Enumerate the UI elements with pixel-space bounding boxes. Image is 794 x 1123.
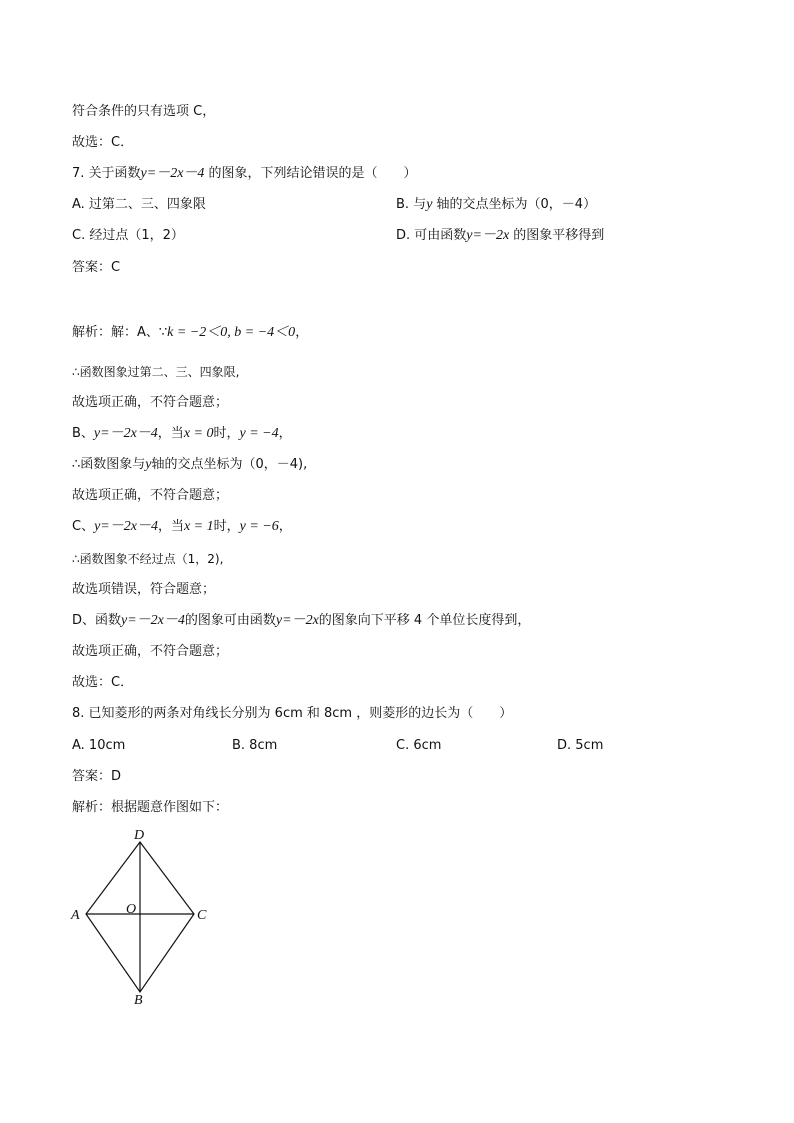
q7-function: y=－2x－4 (140, 166, 205, 181)
s3-suffix: 轴的交点坐标为（0，－4), (151, 457, 308, 472)
solution-b-mid: ，当 (157, 426, 184, 441)
q7-option-d-prefix: D. 可由函数 (396, 228, 467, 243)
q7-option-b-prefix: B. 与 (396, 197, 427, 212)
solution-b (72, 424, 292, 444)
solution-d-suffix: 的图象向下平移 4 个单位长度得到， (318, 613, 531, 628)
s3-var: y (145, 457, 152, 472)
solution-c-suffix: ， (278, 519, 292, 534)
q8-option-a: A. 10cm (72, 738, 126, 753)
q7-suffix: 的图象，下列结论错误的是（ ） (204, 166, 417, 181)
solution-d-prefix: D、函数 (72, 613, 122, 628)
solution-b-prefix: B、 (72, 426, 94, 441)
answer-7: 答案：C (72, 260, 121, 275)
text-line: ∴函数图象过第二、三、四象限, (72, 365, 240, 379)
q8-option-c: C. 6cm (396, 738, 442, 753)
text-line: 故选项错误，符合题意； (72, 582, 216, 597)
label-center: O (126, 902, 137, 917)
q8-option-d: D. 5cm (557, 738, 604, 753)
solution-c-mid: ，当 (157, 519, 184, 534)
q7-option-d-suffix: 的图象平移得到 (509, 228, 605, 243)
solution-d-func1: y=－2x－4 (121, 613, 185, 628)
text-line: 故选项正确，不符合题意； (72, 488, 229, 503)
text-line: 故选：C． (72, 675, 134, 690)
solution-a-prefix: 解析：解：A、∵ (72, 325, 168, 340)
text-line: 故选项正确，不符合题意； (72, 395, 229, 410)
solution-8: 解析：根据题意作图如下： (72, 800, 229, 815)
q7-option-a: A. 过第二、三、四象限 (72, 197, 206, 212)
text-line: 符合条件的只有选项 C， (72, 104, 216, 119)
q7-option-d-func: y=－2x (466, 228, 510, 243)
s3-prefix: ∴函数图象与 (72, 457, 146, 472)
q7-option-b-suffix: 轴的交点坐标为（0，－4） (432, 197, 597, 212)
text-line: 故选：C． (72, 135, 134, 150)
solution-b-result: y = −4 (239, 426, 279, 441)
solution-c-cond: x = 1 (183, 519, 214, 534)
text-line: 故选项正确，不符合题意； (72, 644, 229, 659)
solution-b-mid2: 时， (213, 426, 240, 441)
q7-option-b (396, 195, 596, 215)
solution-d-func2: y=－2x (275, 613, 319, 628)
q7-option-b-var: y (426, 197, 433, 212)
text-line (72, 455, 307, 475)
solution-a-formula: k = −2＜0, b = −4＜0 (167, 325, 296, 340)
q7-prefix: 7. 关于函数 (72, 166, 141, 181)
solution-c-prefix: C、 (72, 519, 95, 534)
answer-8: 答案：D (72, 769, 122, 784)
q7-option-d (396, 226, 604, 246)
rhombus-figure (66, 824, 226, 1014)
q8-option-b: B. 8cm (232, 738, 278, 753)
solution-d (72, 611, 530, 631)
solution-b-cond: x = 0 (183, 426, 214, 441)
label-top: D (134, 828, 145, 843)
solution-a-suffix: ， (295, 325, 309, 340)
solution-b-func: y=－2x－4 (93, 426, 158, 441)
solution-c-mid2: 时， (213, 519, 240, 534)
solution-d-mid: 的图象可由函数 (184, 613, 276, 628)
solution-a (72, 323, 308, 343)
solution-c-result: y = −6 (239, 519, 279, 534)
label-right: C (197, 908, 207, 923)
label-left: A (71, 908, 80, 923)
text-line: ∴函数图象不经过点（1，2), (72, 552, 224, 566)
label-bottom: B (134, 993, 143, 1008)
question-8: 8. 已知菱形的两条对角线长分别为 6cm 和 8cm ，则菱形的边长为（ ） (72, 706, 513, 721)
question-7 (72, 164, 417, 184)
solution-b-suffix: ， (278, 426, 292, 441)
solution-c-func: y=－2x－4 (94, 519, 158, 534)
solution-c (72, 517, 292, 537)
q7-option-c: C. 经过点（1，2） (72, 228, 184, 243)
